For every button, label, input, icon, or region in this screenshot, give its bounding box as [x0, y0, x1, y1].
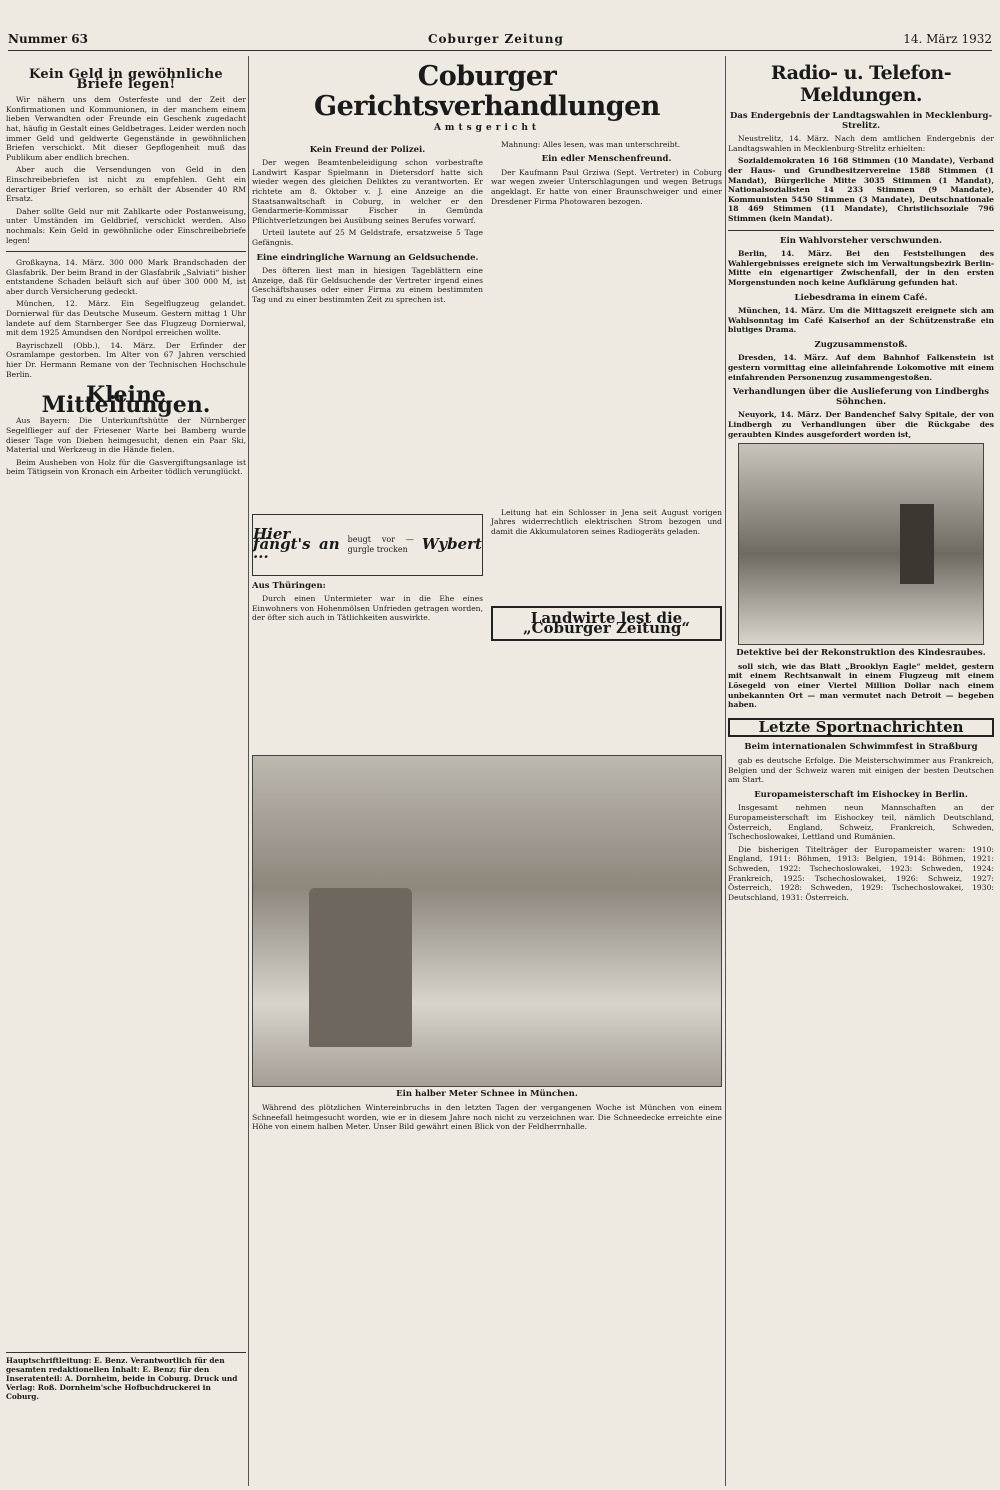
- article-paragraph: Des öfteren liest man in hiesigen Tageblättern eine Anzeige, daß für Geldsuchende der Vertreter irgend eines Geschäftshauses oder einer Firma zu einem bestimmten Tag und zu einer bestimmten Zeit zu sprechen ist.: [252, 266, 483, 304]
- article-paragraph: Der Kaufmann Paul Grziwa (Sept. Vertreter) in Coburg war wegen zweier Unterschlagungen und wegen Betrugs angeklagt. Er hatte von einer Braunschweiger und einer Dresdener Firma Photowaren bezogen.: [491, 167, 722, 206]
- center-column: [252, 56, 722, 1486]
- section-kicker: Amtsgericht: [433, 123, 541, 133]
- divider: [728, 230, 994, 231]
- imprint-text: Hauptschriftleitung: E. Benz. Verantwortlich für den gesamten redaktionellen Inhalt: E. Benz; für den Inseratenteil: A. Dornheim, beide in Coburg. Druck und Verlag: Roß. Dornheim'sche Hofbuchdruckerei in Coburg.: [6, 1352, 246, 1401]
- left-column: [6, 56, 246, 1346]
- article-subheading: Verhandlungen über die Auslieferung von Lindberghs Söhnchen.: [732, 387, 990, 407]
- masthead: [8, 30, 992, 51]
- ad-headline: Hier fängt's an ...: [253, 525, 340, 563]
- article-paragraph: München, 12. März. Ein Segelflugzeug gelandet. Dornierwal für das Deutsche Museum. Gestern mittag 1 Uhr landete auf dem Starnberger See das Flugzeug Dornierwal, mit dem 1925 Amundsen den Nordpol erreichen wollte.: [6, 299, 246, 338]
- photo-caption: Detektive bei der Rekonstruktion des Kindesraubes.: [736, 648, 986, 659]
- ad-row: [252, 508, 722, 646]
- ad-brand: Wybert: [421, 534, 482, 553]
- article-paragraph: Dresden, 14. März. Auf dem Bahnhof Falkenstein ist gestern vormittag eine alleinfahrende Lokomotive mit einem einfahrenden Personenzug zusammengestoßen.: [728, 353, 994, 382]
- article-paragraph: Aus Bayern: Die Unterkunftshütte der Nürnberger Segelflieger auf der Friesener Warte bei Bamberg wurde dieser Tage von Dieben heimgesucht, denen ein Paar Ski, Material und Werkzeug in die Hände fielen.: [6, 416, 246, 455]
- advertisement: [252, 514, 483, 576]
- article-paragraph: Neustrelitz, 14. März. Nach dem amtlichen Endergebnis der Landtagswahlen in Mecklenburg-Strelitz erhielten:: [728, 134, 994, 153]
- promo-box: Landwirte lest die „Coburger Zeitung“: [491, 606, 722, 641]
- article-subheading: Liebesdrama in einem Café.: [794, 292, 928, 303]
- detectives-photo: [738, 443, 984, 645]
- article-subheading: Aus Thüringen:: [252, 580, 326, 591]
- article-paragraph: gab es deutsche Erfolge. Die Meisterschwimmer aus Frankreich, Belgien und der Schweiz waren mit einigen der besten Deutschen am Start.: [728, 755, 994, 785]
- article-paragraph: Durch einen Untermieter war in die Ehe eines Einwohners von Hohenmölsen Unfrieden getragen worden, der öfter sich auch in Tätlichkeiten auswirkte.: [252, 594, 483, 623]
- article-subheading: Beim internationalen Schwimmfest in Straßburg: [744, 742, 978, 753]
- article-paragraph: Wir nähern uns dem Osterfeste und der Zeit der Konfirmationen und Kommunionen, in der manchem einem lieben Verwandten oder Freunde ein Geschenk zugedacht hat, häufig in Gestalt eines Geldbetrages. Leider werden noch immer Geld und geldwerte Gegenstände in gewöhnlichen Briefen verschickt. Mit dieser Gepflogenheit muß das Publikum aber endlich brechen.: [6, 95, 246, 162]
- article-subheading: Kein Freund der Polizei.: [309, 144, 426, 155]
- article-subheading: Ein edler Menschenfreund.: [541, 154, 672, 165]
- section-title: Radio- u. Telefon-Meldungen.: [770, 62, 952, 106]
- imprint: [6, 1352, 246, 1401]
- article-paragraph: Mahnung: Alles lesen, was man unterschreibt.: [501, 139, 681, 149]
- article-paragraph: Urteil lautete auf 25 M Geldstrafe, ersatzweise 5 Tage Gefängnis.: [252, 228, 483, 247]
- paper-name: Coburger Zeitung: [428, 32, 564, 46]
- article-paragraph: Neuyork, 14. März. Der Bandenchef Salvy Spitale, der von Lindbergh zu Verhandlungen über die Rückgabe des geraubten Kindes ausgefordert worden ist,: [728, 410, 994, 439]
- column-divider: [725, 56, 726, 1486]
- photo-text: Während des plötzlichen Wintereinbruchs in den letzten Tagen der vergangenen Woche ist München von einem Schneefall heimgesucht worden, wie er in diesem Jahre noch nicht zu verzeichnen war. Die Schneedecke erreichte eine Höhe von einem halben Meter. Unser Bild gewährt einen Blick von der Feldherrnhalle.: [252, 1103, 722, 1132]
- divider: [6, 251, 246, 252]
- article-subheading: Europameisterschaft im Eishockey in Berlin.: [754, 789, 968, 800]
- article-paragraph: Aber auch die Versendungen von Geld in den Einschreibebriefen ist nicht zu empfehlen. Geht ein derartiger Brief verloren, so erhält der Absender 40 RM Ersatz.: [6, 165, 246, 204]
- article-paragraph: Daher sollte Geld nur mit Zahlkarte oder Postanweisung, unter Umständen im Geldbrief, verschickt werden. Also nochmals: Kein Geld in gewöhnliche oder Einschreibebriefe legen!: [6, 206, 246, 245]
- column-divider: [248, 56, 249, 1486]
- right-column: [728, 56, 994, 1486]
- issue-date: 14. März 1932: [903, 32, 992, 46]
- article-subheading: Ein Wahlvorsteher verschwunden.: [780, 235, 942, 246]
- snow-photo: [252, 755, 722, 1087]
- article-subheading: Das Endergebnis der Landtagswahlen in Mecklenburg-Strelitz.: [729, 111, 993, 131]
- article-paragraph: soll sich, wie das Blatt „Brooklyn Eagle“ meldet, gestern mit einem Rechtsanwalt in einem Flugzeug mit einem Lösegeld von einer Viertel Million Dollar nach einem unbekannten Ort — man vermutet nach Detroit — begeben haben.: [728, 661, 994, 710]
- ad-column: [252, 508, 483, 646]
- section-title: Kleine Mitteilungen.: [41, 382, 211, 418]
- article-paragraph: Leitung hat ein Schlosser in Jena seit August vorigen Jahres widerrechtlich elektrischen Strom bezogen und damit die Akkumulatoren seines Radiogeräts geladen.: [491, 507, 722, 536]
- photo-caption: Ein halber Meter Schnee in München.: [396, 1089, 578, 1100]
- article-paragraph: Beim Ausheben von Holz für die Gasvergiftungsanlage ist beim Tätigsein von Kronach ein Arbeiter tödlich verunglückt.: [6, 457, 246, 477]
- article-subheading: Eine eindringliche Warnung an Geldsuchende.: [256, 252, 479, 263]
- article-paragraph: Der wegen Beamtenbeleidigung schon vorbestrafte Landwirt Kaspar Spielmann in Dietersdorf hatte sich wieder wegen des gleichen Deliktes zu verantworten. Er richtete am 8. Oktober v. J. eine Anzeige an die Staatsanwaltschaft in Coburg, in welcher er den Gendarmerie-Kommissar Fischer in Gemünda Pflichtverletzungen bei Ausübung seines Berufes vorwarf.: [252, 158, 483, 225]
- article-paragraph: Die bisherigen Titelträger der Europameister waren: 1910: England, 1911: Böhmen, 1913: Belgien, 1914: Böhmen, 1921: Schweden, 1922: Tschechoslowakei, 1923: Schweden, 1924: Frankreich, 1925: Tschechoslowakei, 1926: Schweiz, 1927: Österreich, 1928: Schweden, 1929: Tschechoslowakei, 1930: Deutschland, 1931: Österreich.: [728, 844, 994, 902]
- ad-tagline: beugt vor — gurgle trocken: [347, 534, 414, 554]
- issue-number: Nummer 63: [8, 32, 88, 46]
- article-paragraph: Insgesamt nehmen neun Mannschaften an der Europameisterschaft im Eishockey teil, nämlich Deutschland, Österreich, England, Schweiz, Frankreich, Schweden, Tschechoslowakei, Lettland und Rumänien.: [728, 803, 994, 842]
- election-results: Sozialdemokraten 16 168 Stimmen (10 Mandate), Verband der Haus- und Grundbesitzervereine 1588 Stimmen (1 Mandat), Bürgerliche Mitte 3035 Stimmen (1 Mandat), Nationalsozialisten 14 233 Stimmen (9 Mandate), Kommunisten 5450 Stimmen (3 Mandate), Deutschnationale 18 469 Stimmen (11 Mandate), Christlichsoziale 796 Stimmen (kein Mandat).: [728, 156, 994, 223]
- article-subcolumns: [252, 140, 722, 308]
- article-paragraph: Berlin, 14. März. Bei den Feststellungen des Wahlergebnisses ereignete sich im Verwaltungsbezirk Berlin-Mitte ein eigenartiger Zwischenfall, der in den ersten Morgenstunden noch keine Aufklärung gefunden hat.: [728, 249, 994, 287]
- article-paragraph: Bayrischzell (Obb.), 14. März. Der Erfinder der Osramlampe gestorben. Im Alter von 67 Jahren verschied hier Dr. Hermann Remane von der Technischen Hochschule Berlin.: [6, 340, 246, 379]
- text-column: [491, 508, 722, 646]
- article-paragraph: Großkayna, 14. März. 300 000 Mark Brandschaden der Glasfabrik. Der beim Brand in der Glasfabrik „Salviati“ bisher entstandene Schaden beläuft sich auf über 300 000 M, ist aber durch Versicherung gedeckt.: [6, 258, 246, 296]
- article-paragraph: München, 14. März. Um die Mittagszeit ereignete sich am Wahlsonntag im Café Kaiserhof an der Schützenstraße ein blutiges Drama.: [728, 306, 994, 335]
- article-headline: Kein Geld in gewöhnliche Briefe legen!: [29, 67, 223, 92]
- sports-box-title: Letzte Sportnachrichten: [728, 718, 994, 738]
- section-title: Coburger Gerichtsverhandlungen: [314, 61, 660, 122]
- article-subheading: Zugzusammenstoß.: [814, 339, 908, 350]
